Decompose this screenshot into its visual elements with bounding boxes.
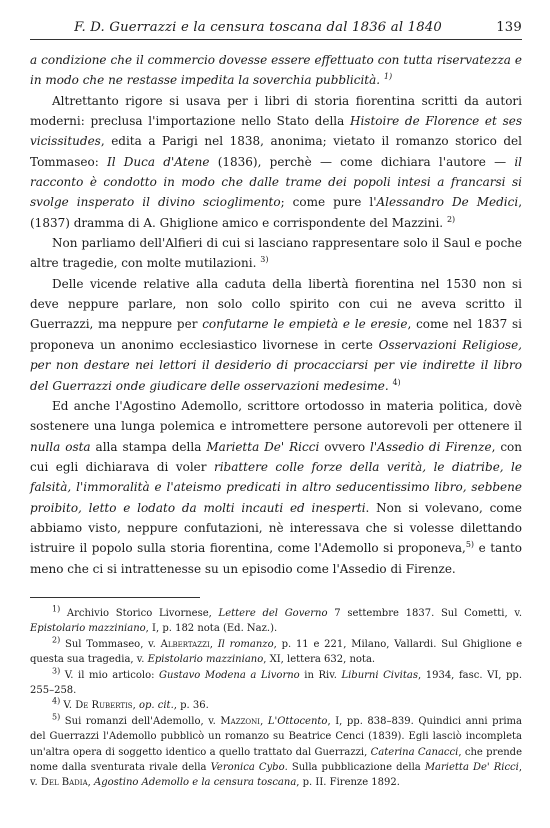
footnote-ref-5: 5): [465, 540, 475, 550]
text: in Riv.: [299, 669, 342, 681]
text: ,: [209, 638, 218, 650]
italic-title: Veronica Cybo: [210, 762, 285, 773]
footnote-number: 3): [52, 666, 61, 676]
text: 7 settembre 1837. Sul Cometti, v.: [327, 607, 522, 619]
italic-title: Agostino Ademollo e la censura toscana: [93, 777, 297, 789]
page-number: 139: [496, 20, 522, 35]
italic-title: Osservazioni Religiose, per non destare nei lettori il desiderio di procacciarsi per vie indirette il libro del Guerrazzi onde giudicare delle osservazioni medesime.: [30, 337, 522, 393]
text: ,: [87, 777, 94, 789]
text: V. il mio articolo:: [60, 669, 160, 681]
text: Sui romanzi dell'Ademollo, v.: [60, 715, 221, 727]
italic-abbrev: op. cit.: [138, 700, 174, 712]
text: , I, p. 182 nota (Ed. Naz.).: [145, 623, 278, 635]
italic-title: Liburni Civitas: [341, 669, 418, 681]
italic-title: Epistolario mazziniano: [147, 654, 264, 666]
text: Archivio Storico Livornese,: [60, 607, 219, 619]
author-name: Albertazzi: [160, 638, 210, 650]
footnote-number: 4): [52, 697, 61, 707]
text: , v.: [30, 762, 523, 789]
footnote-rule: [30, 597, 200, 598]
italic-title: Histoire de Florence et ses vicissitudes: [30, 114, 522, 149]
paragraph-5: [30, 396, 522, 579]
text: , (1837) dramma di A. Ghiglione amico e corrispondente del Mazzini.: [30, 195, 523, 230]
paragraph-1-text: a condizione che il commercio dovesse essere effettuato con tutta riservatezza e in modo che ne restasse impedita la soverchia pubblicità.: [30, 53, 522, 88]
text: . Non si volevano, come abbiamo visto, neppure confutazioni, nè interessava che si volesse dilettando istruire il popolo sulla storia fiorentina, come l'Ademollo si proponeva,: [30, 500, 522, 556]
text: Ed anche l'Agostino Ademollo, scrittore ortodosso in materia politica, dovè sostenere una lunga polemica e intromettere persone autorevoli per ottenere il: [30, 398, 522, 434]
text: Altrettanto rigore si usava per i libri di storia fiorentina scritti da autori moderni: preclusa l'importazione nello Stato della: [30, 93, 522, 129]
italic-title: l'Assedio di Firenze: [370, 439, 492, 454]
italic-title: Marietta De' Ricci: [424, 762, 519, 773]
paragraph-3: [30, 233, 522, 274]
text: , con cui egli dichiarava di voler: [30, 439, 522, 474]
text: Sul Tommaseo, v.: [60, 638, 161, 650]
text: , che prende nome dalla sventurata rivale della: [30, 746, 523, 773]
text: , p. II. Firenze 1892.: [296, 777, 400, 789]
text: Non parliamo dell'Alfieri di cui si lasciano rappresentare solo il Saul e poche altre tragedie, con molte mutilazioni.: [30, 236, 522, 271]
footnotes: [30, 606, 522, 791]
paragraph-2: [30, 91, 522, 233]
italic-title: Il Duca d'Atene: [106, 154, 210, 169]
italic-title: Alessandro De Medici: [376, 195, 519, 210]
footnote-1: [30, 606, 522, 637]
text: , p. 36.: [173, 700, 209, 712]
text: V.: [60, 700, 76, 712]
text: ovvero: [319, 439, 371, 454]
running-header: [30, 20, 522, 35]
text: ,: [132, 700, 139, 712]
text: e tanto meno che ci si intrattenesse su un episodio come l'Assedio di Firenze.: [30, 541, 523, 576]
text: , XI, lettera 632, nota.: [263, 654, 376, 666]
text: , 1934, fasc. VI, pp. 255–258.: [30, 669, 523, 696]
text: Delle vicende relative alla caduta della libertà fiorentina nel 1530 non si deve neppure parlare, non solo collo spirito con cui ne aveva scritto il Guerrazzi, ma neppure per: [30, 276, 522, 332]
text: , come nel 1837 si proponeva un anonimo ecclesiastico livornese in certe: [30, 317, 522, 352]
running-title: F. D. Guerrazzi e la censura toscana dal 1836 al 1840: [74, 20, 443, 35]
paragraph-1: [30, 50, 522, 91]
paragraph-4: [30, 274, 522, 396]
italic-quote: ribattere colle forze della verità, le diatribe, le falsità, l'immoralità e l'ateismo predicati in altro seducentissimo libro, sebbene proibito, letto e lodato da molti incauti ed inesperti: [30, 459, 522, 515]
text: alla stampa della: [90, 439, 207, 454]
footnote-ref-2: 2): [446, 214, 456, 224]
italic-title: Gustavo Modena a Livorno: [159, 669, 300, 681]
italic-title: L'Ottocento: [267, 715, 328, 727]
italic-quote: il racconto è condotto in modo che dalle trame dei popoli intesi a francarsi si svolge insperato il divino scioglimento: [30, 154, 522, 210]
text: ,: [260, 715, 268, 727]
footnote-5: [30, 714, 522, 791]
footnote-ref-1: 1): [383, 72, 393, 82]
italic-phrase: nulla osta: [30, 439, 91, 454]
text: . Sulla pubblicazione della: [284, 762, 425, 773]
italic-title: Epistolario mazziniano: [30, 623, 146, 635]
text: , I, pp. 838–839. Quindici anni prima del Guerrazzi l'Ademollo pubblicò un romanzo su Beatrice Cenci (1839). Egli lasciò incompleta un'altra opera di soggetto identico a quello trattato dal Guerrazzi,: [30, 715, 523, 758]
footnote-ref-3: 3): [260, 255, 269, 265]
author-name: Del Badia: [40, 777, 88, 789]
text: , edita a Parigi nel 1838, anonima; vietato il romanzo storico del Tommaseo:: [30, 134, 522, 169]
footnote-ref-4: 4): [392, 377, 401, 387]
italic-title: Marietta De' Ricci: [206, 439, 320, 454]
author-name: De Rubertis: [75, 700, 133, 712]
footnote-3: [30, 668, 522, 699]
italic-phrase: confutarne le empietà e le eresie: [202, 317, 408, 332]
footnote-4: [30, 698, 522, 713]
footnote-2: [30, 637, 522, 668]
footnote-number: 2): [52, 635, 61, 645]
header-rule: [30, 39, 522, 40]
author-name: Mazzoni: [220, 715, 261, 727]
footnote-number: 1): [52, 604, 61, 614]
footnote-number: 5): [52, 712, 61, 722]
italic-title: Lettere del Governo: [218, 607, 328, 619]
text: ; come pure l': [280, 195, 377, 210]
text: (1836), perchè — come dichiara l'autore —: [209, 154, 515, 169]
text: , p. 11 e 221, Milano, Vallardi. Sul Ghiglione e questa sua tragedia, v.: [30, 638, 523, 666]
main-text: [30, 50, 522, 579]
italic-title: Il romanzo: [217, 638, 274, 650]
italic-title: Caterina Canacci: [370, 746, 459, 758]
